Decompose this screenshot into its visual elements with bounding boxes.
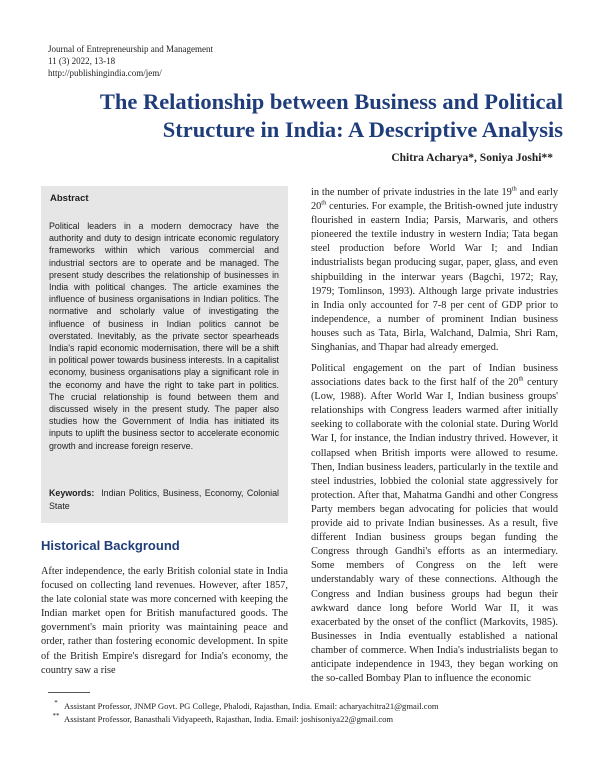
text-run: in the number of private industries in the late 19 [311,187,512,198]
paper-title-line-1: The Relationship between Business and Political [99,89,563,114]
abstract-heading: Abstract [50,193,89,204]
superscript: th [321,199,327,207]
text-run: centuries. For example, the British-owned jute industry flourished in eastern India; Parsis, Marwaris, and others pioneered the textile industry in western India; Tata began steel production before World War I; and Indian industrialists began producing sugar, paper, glass, and even shipbuilding in the interwar years (Bagchi, 1972; Ray, 1979; Tomlinson, 1993). Although large private industries in India only accounted for 7-8 per cent of GDP prior to independence, a number of prominent Indian business houses such as Tata, Birla, Walchand, Dalmia, Shri Ram, Singhanias, and Thapar had already emerged. [311,201,558,354]
journal-issue: 11 (3) 2022, 13-18 [48,56,116,67]
left-column-body [41,565,288,678]
body-paragraph: After independence, the early British colonial state in India focused on collecting land revenues. However, after 1857, the late colonial state was more concerned with keeping the Indian market open for British manufactured goods. The government's main priority was maintaining peace and order, rather than fostering economic development. In spite of the British Empire's disregard for India's economy, the country saw a rise [41,566,288,676]
text-run: Political engagement on the part of Indian business associations dates back to the first half of the 20 [311,363,558,389]
text-run: century (Low, 1988). After World War I, Indian business groups' relationships with Congress leaders warmed after initially seeking to collaborate with the colonial state. During World War I, for instance, the Indian industry thrived. However, it collapsed when British imports were allowed to resume. Then, Indian business leaders, particularly in the textile and steel industries, lobbied the colonial state aggressively for protection. After that, Mahatma Gandhi and other Congress Party members began advocating for policies that would provide aid to private Indian businesses. As a result, five different Indian business groups began funding the Congress through Gandhi's efforts as an intermediary. Some members of Congress on the left were understandably wary of these connections. Although the Congress and Indian business groups had begun their awkward dance long before World War II, it was exacerbated by the onset of the conflict (Markovits, 1985). Businesses in India eventually established a national chamber of commerce. When India's industrialists began to anticipate independence in 1943, they began working on the so-called Bombay Plan to influence the economic [311,377,558,685]
right-column-paragraph-2 [311,362,558,686]
abstract-text: Political leaders in a modern democracy have the authority and duty to design intricate economic regulatory frameworks within which various commercial and industrial sectors are to operate and be managed. The present study describes the relationship of businesses in India with political changes. The article examines the influence of business organisations in Indian politics. The normative and scholarly value of investigating the influence of business in Indian politics cannot be overstated. Inevitably, as the private sector spearheads India's rapid economic modernisation, there will be a shift in political power towards business interests. In a capitalist economy, business organisations play a significant role in the economy and have the right to take part in politics. The crucial relationship is found between them and discussed wisely in the present study. The paper also studies how the Government of India has initiated its inputs to uplift the business sector to accelerate economic growth and increase foreign reserve. [49,221,279,451]
section-heading: Historical Background [41,538,180,553]
superscript: th [511,185,517,193]
footnote-2 [48,713,548,726]
footnote-rule [48,692,90,693]
footnote-text: Assistant Professor, JNMP Govt. PG College, Phalodi, Rajasthan, India. Email: acharyachitra21@gmail.com [64,701,439,711]
keywords [49,487,279,512]
paper-title [40,88,563,144]
body-paragraph [311,362,558,686]
author-list: Chitra Acharya*, Soniya Joshi** [391,152,553,164]
journal-name: Journal of Entrepreneurship and Management [48,44,213,54]
right-column-paragraph-1 [311,186,558,355]
paper-title-line-2: Structure in India: A Descriptive Analysis [162,117,563,142]
body-paragraph [311,186,558,355]
text-run: and early 20 [311,187,558,213]
footnote-mark: ** [52,711,60,720]
footnote-text: Assistant Professor, Banasthali Vidyapeeth, Rajasthan, India. Email: joshisoniya22@gmail.com [64,713,394,724]
keywords-list: Indian Politics, Business, Economy, Colonial State [49,488,279,511]
footnote-1 [48,700,548,713]
keywords-label: Keywords: [49,488,95,498]
footnotes [48,700,548,725]
footnote-mark: * [54,699,58,707]
journal-header [48,43,213,80]
superscript: th [518,375,524,383]
journal-url[interactable]: http://publishingindia.com/jem/ [48,68,162,79]
